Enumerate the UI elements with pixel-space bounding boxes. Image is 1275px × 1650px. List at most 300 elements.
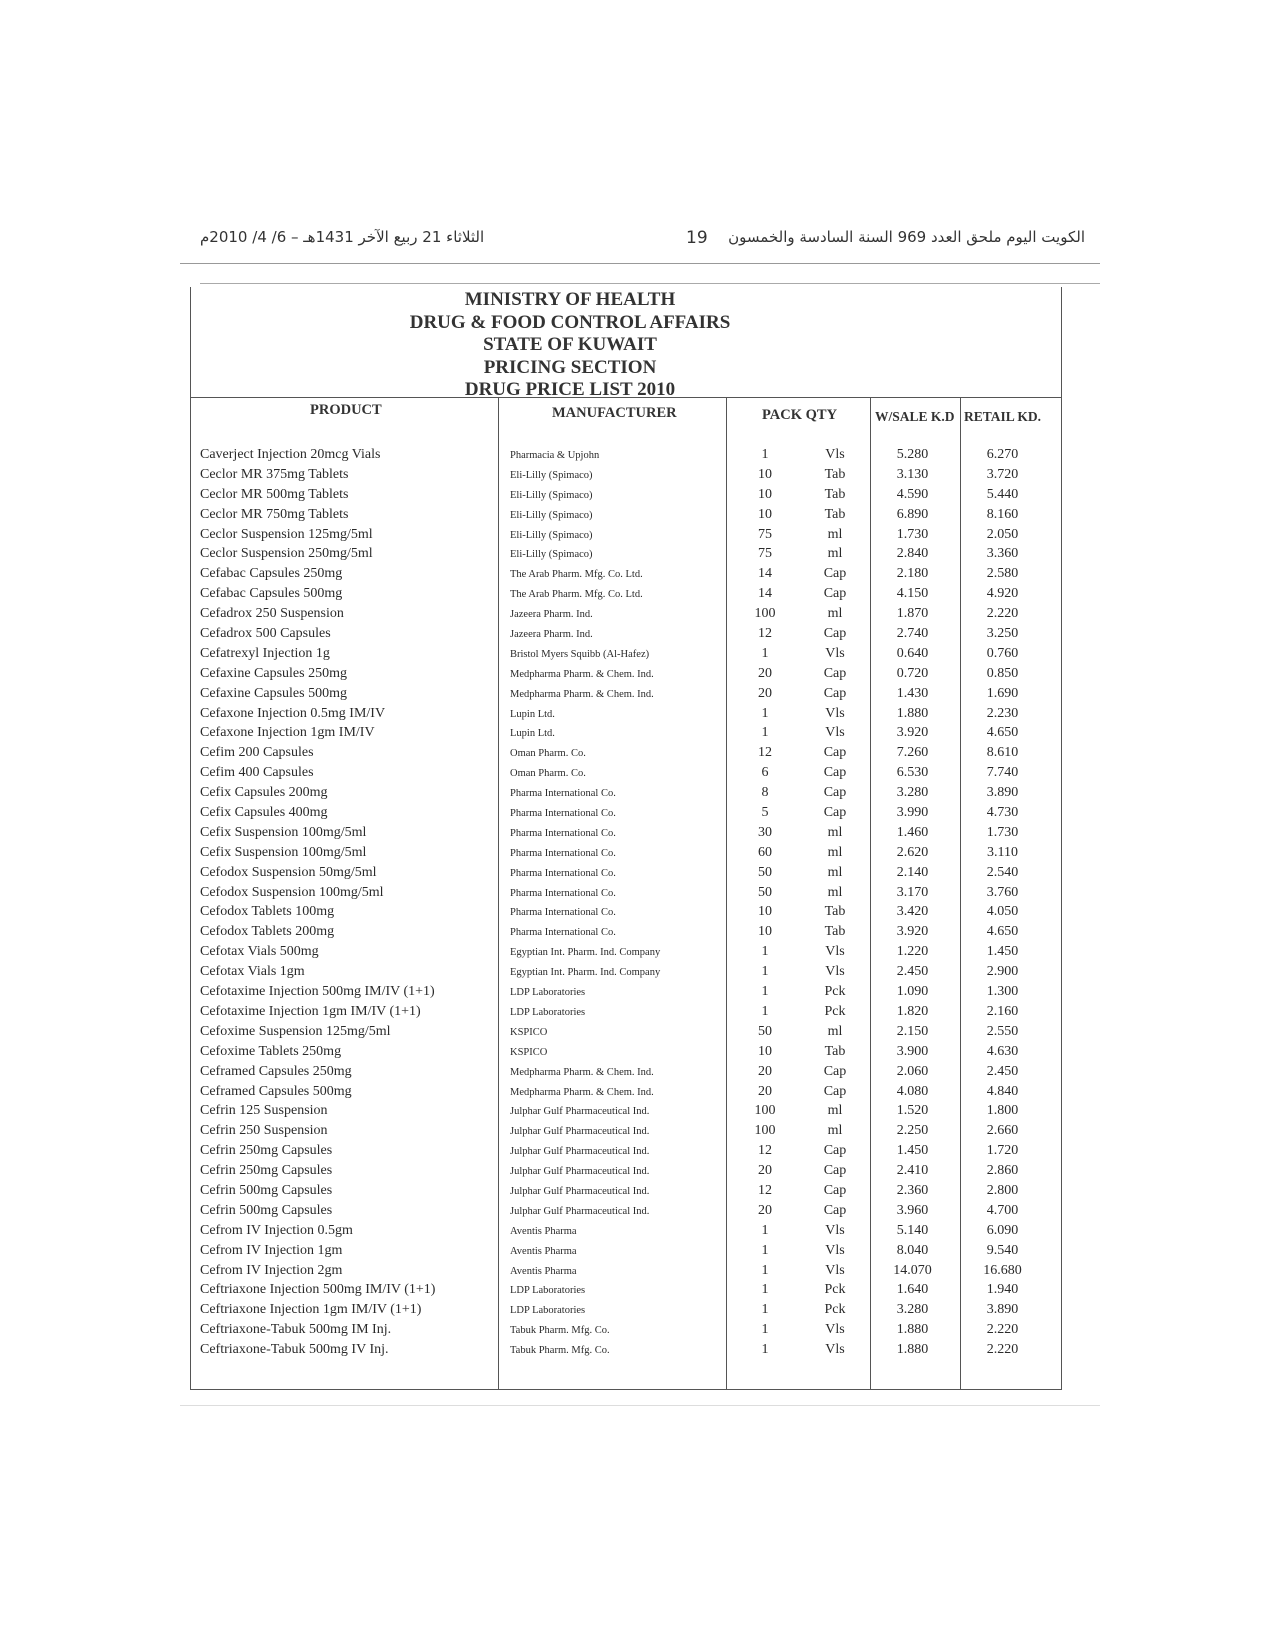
table-row (190, 566, 1060, 586)
table-row (190, 825, 1060, 845)
product-cell: Cefotax Vials 1gm (200, 964, 305, 980)
manufacturer-cell: Oman Pharm. Co. (510, 748, 586, 760)
pack-quantity-cell: 1 (761, 964, 769, 980)
retail-price-cell: 16.680 (983, 1262, 1022, 1278)
product-cell: Cefaxine Capsules 250mg (200, 665, 347, 681)
pack-quantity-cell: 10 (758, 924, 772, 940)
table-row (190, 1084, 1060, 1104)
wholesale-price-cell: 6.890 (896, 506, 929, 522)
pack-unit-cell: ml (827, 884, 843, 900)
wholesale-price-cell: 3.920 (896, 725, 929, 741)
pack-unit-cell: Cap (823, 1083, 847, 1099)
table-row (190, 1203, 1060, 1223)
column-header-wsale: W/SALE K.D (875, 409, 955, 424)
table-row (190, 1183, 1060, 1203)
manufacturer-cell: Egyptian Int. Pharm. Ind. Company (510, 947, 661, 959)
pack-quantity-cell: 1 (761, 1222, 769, 1238)
product-cell: Ceclor Suspension 250mg/5ml (200, 546, 373, 562)
manufacturer-cell: Medpharma Pharm. & Chem. Ind. (510, 1086, 654, 1098)
pack-quantity-cell: 60 (758, 844, 772, 860)
retail-price-cell: 6.090 (986, 1222, 1019, 1238)
wholesale-price-cell: 14.070 (893, 1262, 932, 1278)
manufacturer-cell: Julphar Gulf Pharmaceutical Ind. (510, 1166, 650, 1178)
retail-price-cell: 2.220 (986, 1342, 1019, 1358)
pack-quantity-cell: 50 (758, 884, 772, 900)
manufacturer-cell: Pharma International Co. (510, 808, 616, 820)
pack-quantity-cell: 1 (761, 1302, 769, 1318)
retail-price-cell: 3.890 (986, 785, 1019, 801)
pack-unit-cell: Vls (825, 964, 845, 980)
retail-price-cell: 4.840 (986, 1083, 1019, 1099)
product-cell: Ceframed Capsules 250mg (200, 1063, 352, 1079)
retail-price-cell: 3.360 (986, 546, 1019, 562)
pack-quantity-cell: 12 (758, 1143, 772, 1159)
table-row (190, 1103, 1060, 1123)
pack-quantity-cell: 100 (754, 1123, 776, 1139)
manufacturer-cell: Julphar Gulf Pharmaceutical Ind. (510, 1106, 650, 1118)
retail-price-cell: 3.720 (986, 466, 1019, 482)
column-header-retail: RETAIL KD. (964, 409, 1042, 424)
wholesale-price-cell: 1.520 (896, 1103, 929, 1119)
pack-quantity-cell: 12 (758, 745, 772, 761)
table-row (190, 1243, 1060, 1263)
table-row (190, 546, 1060, 566)
pack-unit-cell: Cap (823, 1143, 847, 1159)
table-row (190, 765, 1060, 785)
wholesale-price-cell: 2.450 (896, 964, 929, 980)
table-row (190, 606, 1060, 626)
pack-quantity-cell: 100 (754, 606, 776, 622)
pack-unit-cell: Vls (825, 1322, 845, 1338)
pack-quantity-cell: 20 (758, 1083, 772, 1099)
pack-unit-cell: Pck (824, 984, 846, 1000)
wholesale-price-cell: 2.410 (896, 1163, 929, 1179)
pack-unit-cell: Vls (825, 1342, 845, 1358)
manufacturer-cell: Lupin Ltd. (510, 708, 555, 720)
pack-quantity-cell: 10 (758, 1043, 772, 1059)
manufacturer-cell: Eli-Lilly (Spimaco) (510, 469, 593, 481)
pack-unit-cell: Tab (824, 486, 846, 502)
pack-quantity-cell: 1 (761, 1322, 769, 1338)
table-row (190, 1263, 1060, 1283)
retail-price-cell: 2.660 (986, 1123, 1019, 1139)
manufacturer-cell: The Arab Pharm. Mfg. Co. Ltd. (510, 589, 643, 601)
table-row (190, 586, 1060, 606)
product-cell: Cefim 200 Capsules (200, 745, 314, 761)
pack-quantity-cell: 10 (758, 466, 772, 482)
manufacturer-cell: Aventis Pharma (510, 1225, 577, 1237)
retail-price-cell: 1.730 (986, 824, 1019, 840)
table-row (190, 507, 1060, 527)
pack-quantity-cell: 1 (761, 645, 769, 661)
product-cell: Cefodox Suspension 100mg/5ml (200, 884, 384, 900)
pack-quantity-cell: 8 (761, 785, 769, 801)
manufacturer-cell: Egyptian Int. Pharm. Ind. Company (510, 967, 661, 979)
table-row (190, 447, 1060, 467)
title-divider (190, 397, 1061, 398)
product-cell: Ceftriaxone Injection 1gm IM/IV (1+1) (200, 1302, 422, 1318)
pack-quantity-cell: 50 (758, 1023, 772, 1039)
table-row (190, 1044, 1060, 1064)
table-row (190, 785, 1060, 805)
pack-quantity-cell: 50 (758, 864, 772, 880)
manufacturer-cell: Eli-Lilly (Spimaco) (510, 549, 593, 561)
pack-unit-cell: ml (827, 606, 843, 622)
product-cell: Cefabac Capsules 250mg (200, 566, 343, 582)
product-cell: Ceclor MR 750mg Tablets (200, 506, 349, 522)
manufacturer-cell: Eli-Lilly (Spimaco) (510, 489, 593, 501)
table-row (190, 1282, 1060, 1302)
table-row (190, 706, 1060, 726)
pack-unit-cell: Cap (823, 1163, 847, 1179)
price-table-body (190, 447, 1060, 1362)
retail-price-cell: 2.860 (986, 1163, 1019, 1179)
pack-quantity-cell: 20 (758, 1063, 772, 1079)
manufacturer-cell: Medpharma Pharm. & Chem. Ind. (510, 1066, 654, 1078)
product-cell: Cefix Capsules 400mg (200, 805, 328, 821)
retail-price-cell: 3.890 (986, 1302, 1019, 1318)
pack-unit-cell: Vls (825, 1242, 845, 1258)
pack-unit-cell: Cap (823, 685, 847, 701)
pack-quantity-cell: 100 (754, 1103, 776, 1119)
product-cell: Cefoxime Tablets 250mg (200, 1043, 342, 1059)
manufacturer-cell: Aventis Pharma (510, 1245, 577, 1257)
retail-price-cell: 2.900 (986, 964, 1019, 980)
product-cell: Ceclor MR 375mg Tablets (200, 466, 349, 482)
header-gazette-title: الكويت اليوم ملحق العدد 969 السنة السادسة والخمسون (728, 228, 1085, 246)
manufacturer-cell: Aventis Pharma (510, 1265, 577, 1277)
wholesale-price-cell: 2.060 (896, 1063, 929, 1079)
table-row (190, 725, 1060, 745)
wholesale-price-cell: 2.840 (896, 546, 929, 562)
retail-price-cell: 7.740 (986, 765, 1019, 781)
wholesale-price-cell: 1.450 (896, 1143, 929, 1159)
wholesale-price-cell: 0.720 (896, 665, 929, 681)
pack-quantity-cell: 1 (761, 984, 769, 1000)
retail-price-cell: 0.760 (986, 645, 1019, 661)
retail-price-cell: 0.850 (986, 665, 1019, 681)
manufacturer-cell: Medpharma Pharm. & Chem. Ind. (510, 668, 654, 680)
product-cell: Cefotax Vials 500mg (200, 944, 319, 960)
pack-unit-cell: ml (827, 864, 843, 880)
title-ministry: MINISTRY OF HEALTH (464, 289, 676, 310)
pack-unit-cell: Cap (823, 1182, 847, 1198)
table-row (190, 666, 1060, 686)
pack-quantity-cell: 1 (761, 1242, 769, 1258)
retail-price-cell: 2.160 (986, 1003, 1019, 1019)
manufacturer-cell: Pharma International Co. (510, 907, 616, 919)
manufacturer-cell: LDP Laboratories (510, 987, 586, 999)
wholesale-price-cell: 1.870 (896, 606, 929, 622)
pack-quantity-cell: 1 (761, 1262, 769, 1278)
pack-unit-cell: Cap (823, 745, 847, 761)
manufacturer-cell: Tabuk Pharm. Mfg. Co. (510, 1345, 610, 1357)
wholesale-price-cell: 3.920 (896, 924, 929, 940)
pack-unit-cell: Cap (823, 805, 847, 821)
pack-unit-cell: ml (827, 526, 843, 542)
pack-quantity-cell: 20 (758, 1202, 772, 1218)
product-cell: Cefoxime Suspension 125mg/5ml (200, 1023, 391, 1039)
table-row (190, 1064, 1060, 1084)
wholesale-price-cell: 3.960 (896, 1202, 929, 1218)
manufacturer-cell: Pharma International Co. (510, 847, 616, 859)
table-row (190, 1342, 1060, 1362)
manufacturer-cell: LDP Laboratories (510, 1006, 586, 1018)
wholesale-price-cell: 4.590 (896, 486, 929, 502)
table-row (190, 686, 1060, 706)
table-row (190, 745, 1060, 765)
pack-unit-cell: Cap (823, 665, 847, 681)
pack-unit-cell: Cap (823, 566, 847, 582)
table-row (190, 1322, 1060, 1342)
wholesale-price-cell: 1.880 (896, 1322, 929, 1338)
pack-quantity-cell: 10 (758, 486, 772, 502)
wholesale-price-cell: 2.360 (896, 1182, 929, 1198)
product-cell: Cefaxone Injection 1gm IM/IV (200, 725, 375, 741)
pack-unit-cell: Vls (825, 944, 845, 960)
retail-price-cell: 4.050 (986, 904, 1019, 920)
product-cell: Ceftriaxone Injection 500mg IM/IV (1+1) (200, 1282, 436, 1298)
pack-quantity-cell: 20 (758, 665, 772, 681)
retail-price-cell: 2.580 (986, 566, 1019, 582)
pack-unit-cell: ml (827, 1023, 843, 1039)
retail-price-cell: 2.230 (986, 705, 1019, 721)
column-header-manufacturer: MANUFACTURER (552, 405, 677, 421)
product-cell: Cefrin 500mg Capsules (200, 1202, 333, 1218)
retail-price-cell: 2.050 (986, 526, 1019, 542)
pack-unit-cell: ml (827, 1103, 843, 1119)
product-cell: Cefix Suspension 100mg/5ml (200, 824, 367, 840)
table-row (190, 865, 1060, 885)
manufacturer-cell: Tabuk Pharm. Mfg. Co. (510, 1325, 610, 1337)
product-cell: Cefim 400 Capsules (200, 765, 314, 781)
table-row (190, 1004, 1060, 1024)
wholesale-price-cell: 1.880 (896, 705, 929, 721)
wholesale-price-cell: 3.280 (896, 785, 929, 801)
pack-quantity-cell: 1 (761, 1003, 769, 1019)
retail-price-cell: 2.220 (986, 1322, 1019, 1338)
pack-quantity-cell: 12 (758, 1182, 772, 1198)
pack-unit-cell: Cap (823, 1063, 847, 1079)
retail-price-cell: 2.550 (986, 1023, 1019, 1039)
pack-unit-cell: Vls (825, 1262, 845, 1278)
wholesale-price-cell: 3.280 (896, 1302, 929, 1318)
pack-unit-cell: ml (827, 824, 843, 840)
manufacturer-cell: Julphar Gulf Pharmaceutical Ind. (510, 1146, 650, 1158)
pack-unit-cell: Cap (823, 1202, 847, 1218)
retail-price-cell: 4.650 (986, 924, 1019, 940)
product-cell: Cefabac Capsules 500mg (200, 586, 343, 602)
table-row (190, 885, 1060, 905)
wholesale-price-cell: 4.150 (896, 586, 929, 602)
pack-unit-cell: Tab (824, 1043, 846, 1059)
wholesale-price-cell: 8.040 (896, 1242, 929, 1258)
manufacturer-cell: Pharma International Co. (510, 788, 616, 800)
table-row (190, 1143, 1060, 1163)
manufacturer-cell: LDP Laboratories (510, 1305, 586, 1317)
pack-unit-cell: Vls (825, 705, 845, 721)
table-row (190, 964, 1060, 984)
manufacturer-cell: Pharma International Co. (510, 927, 616, 939)
manufacturer-cell: Pharma International Co. (510, 827, 616, 839)
page-number: 19 (686, 228, 708, 248)
table-row (190, 626, 1060, 646)
wholesale-price-cell: 6.530 (896, 765, 929, 781)
wholesale-price-cell: 2.740 (896, 626, 929, 642)
retail-price-cell: 1.690 (986, 685, 1019, 701)
table-row (190, 1024, 1060, 1044)
pack-unit-cell: Cap (823, 765, 847, 781)
wholesale-price-cell: 1.220 (896, 944, 929, 960)
manufacturer-cell: Julphar Gulf Pharmaceutical Ind. (510, 1185, 650, 1197)
column-header-pack-qty: PACK QTY (762, 407, 838, 423)
retail-price-cell: 3.760 (986, 884, 1019, 900)
pack-quantity-cell: 75 (758, 546, 772, 562)
manufacturer-cell: Pharma International Co. (510, 867, 616, 879)
wholesale-price-cell: 1.820 (896, 1003, 929, 1019)
wholesale-price-cell: 5.140 (896, 1222, 929, 1238)
pack-unit-cell: Tab (824, 466, 846, 482)
pack-unit-cell: Vls (825, 645, 845, 661)
product-cell: Cefatrexyl Injection 1g (200, 645, 330, 661)
wholesale-price-cell: 2.150 (896, 1023, 929, 1039)
product-cell: Cefix Capsules 200mg (200, 785, 328, 801)
product-cell: Caverject Injection 20mcg Vials (200, 447, 381, 462)
manufacturer-cell: LDP Laboratories (510, 1285, 586, 1297)
pack-unit-cell: Tab (824, 904, 846, 920)
product-cell: Cefodox Tablets 100mg (200, 904, 335, 920)
wholesale-price-cell: 1.730 (896, 526, 929, 542)
table-row (190, 845, 1060, 865)
wholesale-price-cell: 7.260 (896, 745, 929, 761)
pack-unit-cell: Vls (825, 447, 845, 462)
table-row (190, 1302, 1060, 1322)
pack-quantity-cell: 30 (758, 824, 772, 840)
pack-quantity-cell: 10 (758, 904, 772, 920)
product-cell: Cefix Suspension 100mg/5ml (200, 844, 367, 860)
wholesale-price-cell: 1.090 (896, 984, 929, 1000)
product-cell: Cefrin 250mg Capsules (200, 1163, 333, 1179)
pack-quantity-cell: 20 (758, 1163, 772, 1179)
manufacturer-cell: Oman Pharm. Co. (510, 768, 586, 780)
retail-price-cell: 5.440 (986, 486, 1019, 502)
product-cell: Ceclor MR 500mg Tablets (200, 486, 349, 502)
header-date: الثلاثاء 21 ربيع الآخر 1431هـ – 6/ 4/ 2010م (200, 228, 485, 246)
manufacturer-cell: Bristol Myers Squibb (Al-Hafez) (510, 648, 650, 660)
product-cell: Cefrom IV Injection 1gm (200, 1242, 343, 1258)
retail-price-cell: 2.540 (986, 864, 1019, 880)
product-cell: Ceframed Capsules 500mg (200, 1083, 352, 1099)
wholesale-price-cell: 5.280 (896, 447, 929, 462)
product-cell: Cefrin 250mg Capsules (200, 1143, 333, 1159)
wholesale-price-cell: 1.430 (896, 685, 929, 701)
pack-quantity-cell: 10 (758, 506, 772, 522)
wholesale-price-cell: 1.460 (896, 824, 929, 840)
product-cell: Cefrom IV Injection 0.5gm (200, 1222, 353, 1238)
table-row (190, 467, 1060, 487)
table-row (190, 646, 1060, 666)
wholesale-price-cell: 3.130 (896, 466, 929, 482)
pack-quantity-cell: 75 (758, 526, 772, 542)
manufacturer-cell: KSPICO (510, 1046, 548, 1058)
manufacturer-cell: Eli-Lilly (Spimaco) (510, 509, 593, 521)
retail-price-cell: 8.160 (986, 506, 1019, 522)
product-cell: Cefrin 500mg Capsules (200, 1182, 333, 1198)
pack-unit-cell: Cap (823, 586, 847, 602)
retail-price-cell: 2.220 (986, 606, 1019, 622)
footer-rule (180, 1405, 1100, 1406)
table-row (190, 984, 1060, 1004)
table-row (190, 1163, 1060, 1183)
product-cell: Cefaxone Injection 0.5mg IM/IV (200, 705, 386, 721)
manufacturer-cell: KSPICO (510, 1026, 548, 1038)
pack-unit-cell: Pck (824, 1282, 846, 1298)
retail-price-cell: 6.270 (986, 447, 1019, 462)
pack-unit-cell: Cap (823, 626, 847, 642)
retail-price-cell: 2.800 (986, 1182, 1019, 1198)
table-row (190, 904, 1060, 924)
manufacturer-cell: Jazeera Pharm. Ind. (510, 629, 593, 641)
pack-unit-cell: Tab (824, 924, 846, 940)
retail-price-cell: 3.110 (987, 844, 1018, 860)
pack-quantity-cell: 1 (761, 447, 769, 462)
manufacturer-cell: Eli-Lilly (Spimaco) (510, 529, 593, 541)
manufacturer-cell: Pharmacia & Upjohn (510, 450, 600, 461)
pack-quantity-cell: 1 (761, 1282, 769, 1298)
table-row (190, 924, 1060, 944)
column-header-product: PRODUCT (310, 402, 382, 418)
pack-quantity-cell: 5 (761, 805, 769, 821)
wholesale-price-cell: 4.080 (896, 1083, 929, 1099)
product-cell: Cefotaxime Injection 1gm IM/IV (1+1) (200, 1003, 421, 1019)
table-row (190, 1223, 1060, 1243)
pack-unit-cell: Pck (824, 1003, 846, 1019)
pack-quantity-cell: 14 (758, 586, 772, 602)
retail-price-cell: 3.250 (986, 626, 1019, 642)
pack-quantity-cell: 20 (758, 685, 772, 701)
header-rule (180, 263, 1100, 264)
pack-quantity-cell: 1 (761, 725, 769, 741)
product-cell: Cefadrox 250 Suspension (200, 606, 344, 622)
retail-price-cell: 1.940 (986, 1282, 1019, 1298)
product-cell: Cefadrox 500 Capsules (200, 626, 331, 642)
manufacturer-cell: Pharma International Co. (510, 887, 616, 899)
pack-unit-cell: ml (827, 546, 843, 562)
title-department: DRUG & FOOD CONTROL AFFAIRS (409, 311, 731, 333)
wholesale-price-cell: 2.180 (896, 566, 929, 582)
wholesale-price-cell: 2.620 (896, 844, 929, 860)
table-row (190, 944, 1060, 964)
product-cell: Ceclor Suspension 125mg/5ml (200, 526, 373, 542)
table-row (190, 527, 1060, 547)
table-row (190, 487, 1060, 507)
retail-price-cell: 4.630 (986, 1043, 1019, 1059)
wholesale-price-cell: 1.880 (896, 1342, 929, 1358)
retail-price-cell: 1.450 (986, 944, 1019, 960)
retail-price-cell: 1.720 (986, 1143, 1019, 1159)
title-state: STATE OF KUWAIT (483, 334, 657, 355)
pack-unit-cell: Pck (824, 1302, 846, 1318)
wholesale-price-cell: 3.420 (896, 904, 929, 920)
retail-price-cell: 1.300 (986, 984, 1019, 1000)
retail-price-cell: 9.540 (986, 1242, 1019, 1258)
retail-price-cell: 4.650 (986, 725, 1019, 741)
product-cell: Cefodox Tablets 200mg (200, 924, 335, 940)
retail-price-cell: 1.800 (986, 1103, 1019, 1119)
product-cell: Cefrin 250 Suspension (200, 1123, 328, 1139)
wholesale-price-cell: 3.170 (896, 884, 929, 900)
manufacturer-cell: The Arab Pharm. Mfg. Co. Ltd. (510, 569, 643, 581)
